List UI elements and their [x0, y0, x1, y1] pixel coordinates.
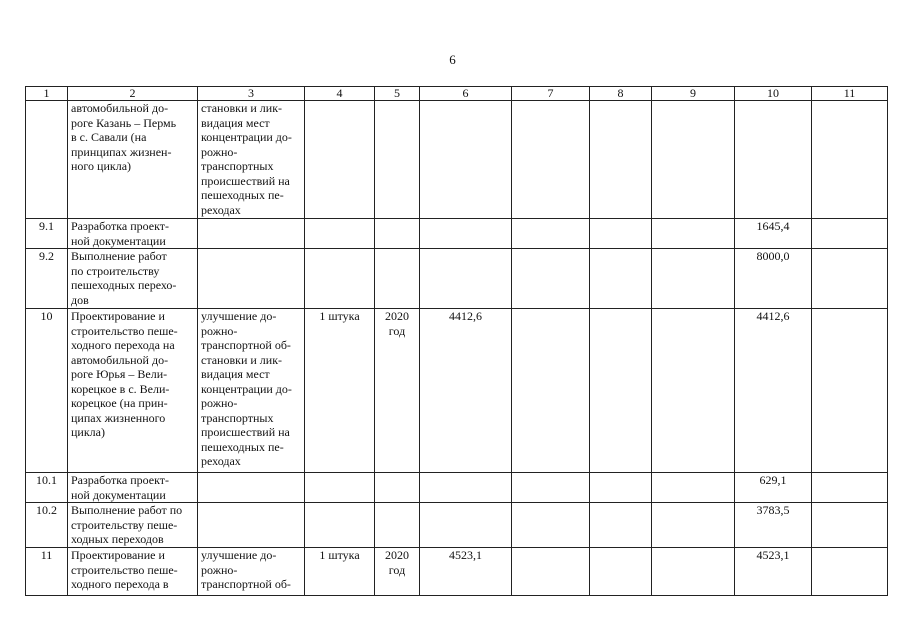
table-row [26, 548, 888, 596]
cell-year [375, 503, 420, 548]
cell-col11 [812, 101, 888, 219]
cell-col8 [590, 548, 652, 596]
cell-name: Выполнение работ по строительству пеше- ходных переходов [68, 503, 198, 548]
cell-col11 [812, 249, 888, 309]
cell-year [375, 473, 420, 503]
column-header: 9 [652, 87, 735, 101]
cell-col8 [590, 101, 652, 219]
cell-year [375, 101, 420, 219]
cell-year [375, 249, 420, 309]
cell-quantity [305, 249, 375, 309]
cell-col10-value: 4412,6 [735, 309, 812, 473]
table-row [26, 249, 888, 309]
table-row [26, 473, 888, 503]
cell-col9 [652, 101, 735, 219]
page-number: 6 [449, 52, 456, 67]
cell-total [420, 503, 512, 548]
cell-total [420, 473, 512, 503]
cell-col7 [512, 503, 590, 548]
cell-purpose: улучшение до- рожно- транспортной об- становки и лик- видация мест концентрации до- рожно- транспортных происшествий на пешеходных пе- реходах [198, 309, 305, 473]
data-table [25, 86, 888, 596]
cell-name: Разработка проект- ной документации [68, 219, 198, 249]
cell-col10-value: 1645,4 [735, 219, 812, 249]
column-header: 1 [26, 87, 68, 101]
cell-quantity [305, 219, 375, 249]
cell-total: 4412,6 [420, 309, 512, 473]
cell-quantity [305, 101, 375, 219]
cell-col9 [652, 219, 735, 249]
header-row [26, 87, 888, 101]
table-row [26, 309, 888, 473]
column-header: 7 [512, 87, 590, 101]
column-header: 6 [420, 87, 512, 101]
cell-col11 [812, 503, 888, 548]
cell-col7 [512, 548, 590, 596]
cell-col10-value: 629,1 [735, 473, 812, 503]
cell-name: автомобильной до- роге Казань – Пермь в с. Савали (на принципах жизнен- ного цикла) [68, 101, 198, 219]
cell-year: 2020 год [375, 309, 420, 473]
cell-purpose [198, 249, 305, 309]
cell-col8 [590, 309, 652, 473]
cell-col10-value: 4523,1 [735, 548, 812, 596]
cell-col7 [512, 249, 590, 309]
cell-item-number: 10.2 [26, 503, 68, 548]
cell-item-number [26, 101, 68, 219]
cell-col8 [590, 249, 652, 309]
cell-total [420, 101, 512, 219]
table-row [26, 219, 888, 249]
cell-col10-value: 3783,5 [735, 503, 812, 548]
cell-col8 [590, 219, 652, 249]
cell-col7 [512, 309, 590, 473]
cell-quantity: 1 штука [305, 548, 375, 596]
cell-year [375, 219, 420, 249]
cell-col8 [590, 473, 652, 503]
cell-col9 [652, 249, 735, 309]
column-header: 8 [590, 87, 652, 101]
cell-col11 [812, 219, 888, 249]
cell-total: 4523,1 [420, 548, 512, 596]
column-header: 4 [305, 87, 375, 101]
cell-quantity: 1 штука [305, 309, 375, 473]
cell-purpose [198, 503, 305, 548]
column-header: 3 [198, 87, 305, 101]
cell-purpose: улучшение до- рожно- транспортной об- [198, 548, 305, 596]
cell-name: Разработка проект- ной документации [68, 473, 198, 503]
cell-col11 [812, 309, 888, 473]
cell-col10-value: 8000,0 [735, 249, 812, 309]
cell-quantity [305, 473, 375, 503]
cell-col9 [652, 309, 735, 473]
table-row [26, 101, 888, 219]
cell-purpose [198, 219, 305, 249]
cell-col11 [812, 548, 888, 596]
cell-name: Проектирование и строительство пеше- ходного перехода на автомобильной до- роге Юрья – Вели- корецкое в с. Вели- корецкое (на прин- ципах жизненного цикла) [68, 309, 198, 473]
cell-col7 [512, 101, 590, 219]
cell-year: 2020 год [375, 548, 420, 596]
cell-total [420, 249, 512, 309]
table-row [26, 503, 888, 548]
cell-total [420, 219, 512, 249]
cell-col10-value [735, 101, 812, 219]
column-header: 10 [735, 87, 812, 101]
cell-item-number: 11 [26, 548, 68, 596]
column-header: 11 [812, 87, 888, 101]
cell-col9 [652, 503, 735, 548]
cell-item-number: 10.1 [26, 473, 68, 503]
cell-quantity [305, 503, 375, 548]
cell-col7 [512, 473, 590, 503]
cell-col9 [652, 473, 735, 503]
cell-purpose: становки и лик- видация мест концентрации до- рожно- транспортных происшествий на пешеходных пе- реходах [198, 101, 305, 219]
column-header: 5 [375, 87, 420, 101]
cell-purpose [198, 473, 305, 503]
cell-col9 [652, 548, 735, 596]
cell-name: Выполнение работ по строительству пешеходных перехо- дов [68, 249, 198, 309]
cell-col11 [812, 473, 888, 503]
cell-col8 [590, 503, 652, 548]
cell-item-number: 9.2 [26, 249, 68, 309]
column-header: 2 [68, 87, 198, 101]
cell-item-number: 10 [26, 309, 68, 473]
cell-name: Проектирование и строительство пеше- ходного перехода в [68, 548, 198, 596]
cell-item-number: 9.1 [26, 219, 68, 249]
cell-col7 [512, 219, 590, 249]
